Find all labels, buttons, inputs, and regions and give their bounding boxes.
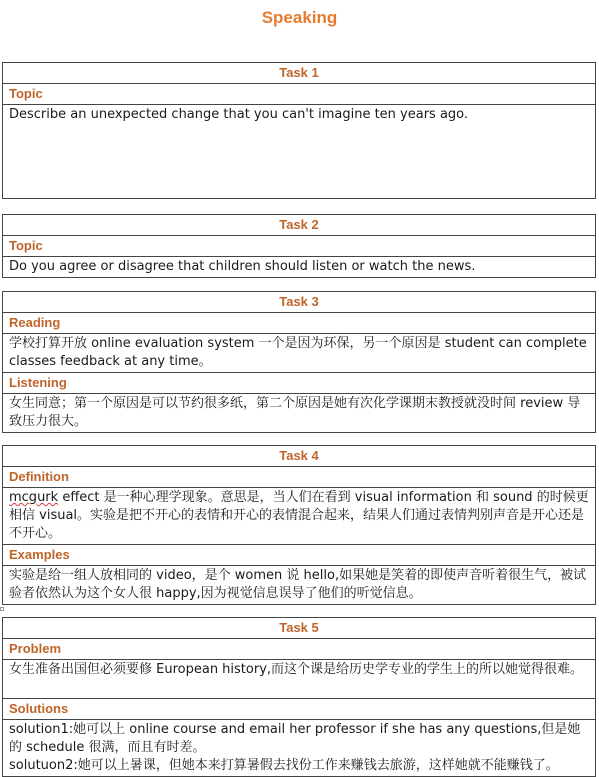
task-5-problem-label: Problem: [3, 639, 596, 660]
task-5-table: [2, 617, 596, 777]
misspelled-word: mcgurk: [9, 490, 59, 505]
task-2-table: [2, 214, 596, 278]
task-4-examples-text: 实验是给一组人放相同的 video，是个 women 说 hello,如果她是笑着的即使声音听着很生气，被试验者依然认为这个女人很 happy,因为视觉信息误导了他们的听觉信息。: [3, 566, 596, 605]
definition-body: effect 是一种心理学现象。意思是，当人们在看到 visual information 和 sound 的时候更相信 visual。实验是把不开心的表情和开心的表情混合起来，结果人们通过表情判别声音是开心还是不开心。: [9, 490, 589, 541]
task-3-listening-label: Listening: [3, 373, 596, 394]
task-3-listening-text: 女生同意；第一个原因是可以节约很多纸，第二个原因是她有次化学课期末教授就没时间 review 导致压力很大。: [3, 394, 596, 433]
solution-2: solutuon2:她可以上暑课，但她本来打算暑假去找份工作来赚钱去旅游，这样她就不能赚钱了。: [9, 758, 559, 773]
task-1-table: [2, 62, 596, 199]
page-title: Speaking: [261, 8, 338, 27]
task-2-topic-text: Do you agree or disagree that children should listen or watch the news.: [3, 257, 596, 278]
task-1-header: Task 1: [3, 63, 596, 84]
task-3-reading-text: 学校打算开放 online evaluation system 一个是因为环保，另一个原因是 student can complete classes feedback at any time。: [3, 334, 596, 373]
task-4-header: Task 4: [3, 446, 596, 467]
task-4-definition-text: [3, 488, 596, 545]
task-4-definition-label: Definition: [3, 467, 596, 488]
task-5-header: Task 5: [3, 618, 596, 639]
task-2-header: Task 2: [3, 215, 596, 236]
task-1-topic-label: Topic: [3, 84, 596, 105]
task-5-solutions-text: [3, 720, 596, 777]
task-2-topic-label: Topic: [3, 236, 596, 257]
table-anchor-marker: [0, 607, 4, 611]
task-4-table: [2, 445, 596, 605]
task-3-header: Task 3: [3, 292, 596, 313]
task-1-topic-text: Describe an unexpected change that you can't imagine ten years ago.: [3, 105, 596, 199]
task-5-problem-text: 女生准备出国但必须要修 European history,而这个课是给历史学专业的学生上的所以她觉得很难。: [3, 660, 596, 699]
solution-1: solution1:她可以上 online course and email her professor if she has any questions,但是她的 schedule 很满，而且有时差。: [9, 722, 581, 755]
task-3-table: [2, 291, 596, 433]
task-3-reading-label: Reading: [3, 313, 596, 334]
task-5-solutions-label: Solutions: [3, 699, 596, 720]
task-4-examples-label: Examples: [3, 545, 596, 566]
